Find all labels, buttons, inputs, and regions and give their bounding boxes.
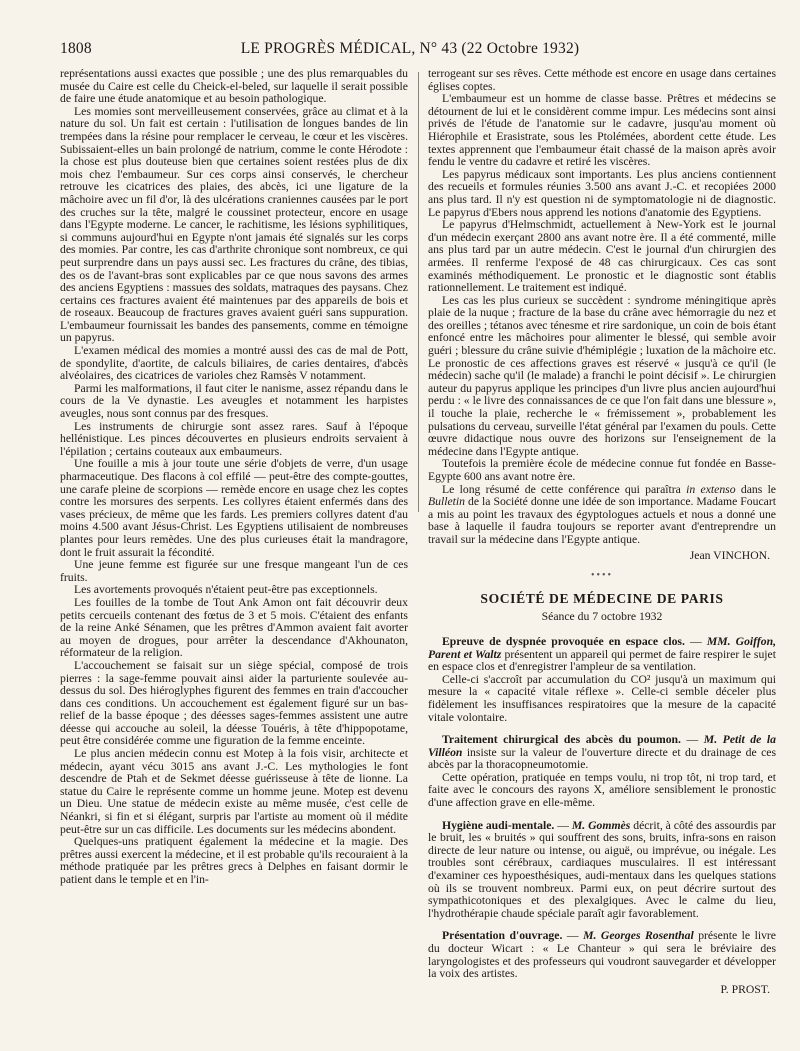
- section-authors: M. Petit de la Villéon: [428, 733, 776, 759]
- dash: —: [684, 634, 707, 648]
- paragraph: Quelques-uns pratiquent également la médecine et la magie. Des prêtres aussi exercent la médecine, et il est probable qu'ils recouraient à la méthode pratiquée par les prêtres grecs à Delphes en faisant dormir le patient dans le temple et en l'in-: [60, 835, 408, 886]
- report-section: [428, 636, 776, 674]
- summary-text: Le long résumé de cette conférence qui paraîtra: [442, 482, 687, 496]
- section-authors: MM. Goiffon, Parent et Waltz: [428, 634, 776, 661]
- dash: —: [680, 733, 704, 747]
- section-heading: Traitement chirurgical des abcès du poumon.: [442, 733, 681, 747]
- paragraph: L'examen médical des momies a montré aussi des cas de mal de Pott, de spondylite, d'aortite, de calculs biliaires, de caries dentaires, d'abcès alvéolaires, des cicatrices de varioles chez Ramsès V notamment.: [60, 344, 408, 383]
- section-authors: M. Georges Rosenthal: [583, 929, 694, 943]
- section-text: présentent un appareil qui permet de faire respirer le sujet en espace clos et d'enregistrer l'ampleur de sa ventilation.: [428, 647, 776, 674]
- paragraph: Les papyrus médicaux sont importants. Les plus anciens contiennent des recueils et formules réunies 3.500 ans avant J.-C. et recopiées 2000 ans plus tard. Il n'y est question ni de symptomatologie ni de diagnostic. Le papyrus d'Ebers nous apprend les notions d'anatomie des Egyptiens.: [428, 167, 776, 219]
- report-section: [428, 820, 776, 921]
- paragraph: Une fouille a mis à jour toute une série d'objets de verre, d'un usage pharmaceutique. Des flacons à col effilé — peut-être des compte-gouttes, une carafe pleine de scorpions — remède encore en usage chez les coptes contre les morsures des serpents. Les collyres étaient enfermés dans des vases précieux, de même que les fards. Les premiers collyres datent d'au moins 4.500 avant Jésus-Christ. Les Egyptiens utilisaient de nombreuses plantes pour leurs remèdes. Une des plus curieuses était la mandragore, dont le fruit assurait la fécondité.: [60, 457, 408, 559]
- section-extra: Cette opération, pratiquée en temps voulu, ni trop tôt, ni trop tard, et faite avec le concours des rayons X, améliore sensiblement le pronostic d'une affection grave en elle-même.: [428, 770, 776, 810]
- summary-italic: in extenso: [686, 482, 736, 496]
- section-heading: Hygiène audi-mentale.: [442, 818, 555, 832]
- left-column: [60, 68, 408, 1041]
- paragraph: Une jeune femme est figurée sur une fresque mangeant l'un de ces fruits.: [60, 558, 408, 584]
- column-rule: [418, 72, 419, 512]
- section-authors: M. Gommès: [571, 818, 631, 832]
- paragraph: Les momies sont merveilleusement conservées, grâce au climat et à la nature du sol. Un fait est certain : l'utilisation de longues bandes de lin trempées dans la résine pour remplacer le cerveau, le cœur et les viscères. Subissaient-elles un bain prolongé de natrium, comme le conte Hérodote : la chose est plus douteuse bien que certaines soient restées plus de dix mois chez l'embaumeur. Sur ces corps ainsi conservés, le chercheur retrouve les cicatrices des plaies, des abcès, ici une ligature de la mâchoire avec un fil d'or, là des ulcérations craniennes causées par le port des cruches sur la tête, malgré le coussinet protecteur, encore en usage dans l'Egypte moderne. Le cancer, le rachitisme, les lésions syphilitiques, si communs aujourd'hui en Egypte n'ont jamais été signalés sur les corps des momies. Par contre, les cas d'arthrite chronique sont nombreux, ce qui peut surprendre dans un pays aussi sec. Les fractures du crâne, des tibias, des os de l'avant-bras sont explicables par ce que nous savons des armes des anciens Egyptiens : massues des soldats, matraques des paysans. Chez certains ces fractures avaient été maintenues par des appareils de bois et de roseaux. Beaucoup de fractures graves avaient guéri sans suppuration. L'embaumeur fournissait les bandes des pansements, comme en témoigne un papyrus.: [60, 104, 408, 345]
- paragraph: Le plus ancien médecin connu est Motep à la fois visir, architecte et médecin, ayant vécu 3015 ans avant J.-C. Les mythologies le font descendre de Ptah et de Sekmet déesse guérisseuse à tête de lionne. La statue du Caire le représente comme un homme jeune. Motep est devenu un Dieu. Une statue de médecin existe au même musée, c'est celle de Néankri, si fin et si élégant, surpris par l'artiste au moment où il médite peut-être sur un cas difficile. Les documents sur les médecins abondent.: [60, 747, 408, 836]
- summary-italic: Bulletin: [428, 495, 466, 509]
- section-heading: Présentation d'ouvrage.: [442, 929, 563, 943]
- author-signature: Jean VINCHON.: [689, 548, 770, 562]
- paragraph: Les cas les plus curieux se succèdent : syndrome méningitique après plaie de la nuque ; fracture de la base du crâne avec hémorragie du nez et des oreilles ; tétanos avec ténesme et rire sardonique, un coin de bois étant enfoncé entre les mâchoires pour alimenter le blessé, qui semble avoir guéri ; blessure du crâne suivie d'hémiplégie ; luxation de la mâchoire etc. Le pronostic de ces affections graves est réservé « jusqu'à ce qu'il (le médecin) sache qu'il (le malade) a franchi le point décisif ». Le chirurgien auteur du papyrus applique les principes d'un livre plus ancien aujourd'hui perdu : « le livre des connaissances de ce que l'on fait dans une blessure », il touche la plaie, recherche le « frémissement », probablement les pulsations du cerveau, surveille l'état général par l'examen du pouls. Cette œuvre didactique nous ouvre des horizons sur l'enseignement de la médecine dans l'Egypte antique.: [428, 293, 776, 458]
- paragraph: représentations aussi exactes que possible ; une des plus remarquables du musée du Caire est celle du Cheick-el-beled, sur laquelle il serait possible de faire une étude anatomique et au besoin pathologique.: [60, 68, 408, 106]
- section-text: décrit, à côté des assourdis par le bruit, les « bruités » qui souffrent des sons, bruits, infra-sons en raison directe de leur nature ou intense, ou aiguë, ou imprévue, ou inégale. Les troubles sont cérébraux, cardiaques musculaires. Il est intéressant d'examiner ces hypoesthésiques, audi-mentaux dans les quelques stations où ils se trouvent nombreux. Parmi eux, on peut décrire surtout des sympathicotoniques et des plexalgiques. Avec le calme du lieu, l'hydrothérapie chaude spéciale paraît agir favorablement.: [428, 818, 776, 920]
- paragraph: Parmi les malformations, il faut citer le nanisme, assez répandu dans le cours de la Ve dynastie. Les aveugles et notamment les harpistes aveugles, nous sont connus par des fresques.: [60, 381, 408, 421]
- section-heading: Epreuve de dyspnée provoquée en espace clos.: [442, 634, 685, 648]
- summary-text: dans le: [735, 482, 776, 496]
- paragraph: Les fouilles de la tombe de Tout Ank Amon ont fait découvrir deux petits cercueils contenant des fœtus de 3 et 5 mois. C'étaient des enfants de la reine Anké Sénamen, que les prêtres d'Ammon avaient fait avorter au moyen de drogues, pour arrêter la descendance d'Akhounaton, réformateur de la religion.: [60, 595, 408, 660]
- report-section: [428, 734, 776, 772]
- society-title: SOCIÉTÉ DE MÉDECINE DE PARIS: [480, 590, 724, 606]
- paragraph: L'accouchement se faisait sur un siège spécial, composé de trois pierres : la sage-femme pouvait ainsi aider la parturiente soulevée au-dessus du sol. Des hiéroglyphes figurent des femmes en train d'accoucher dans ces conditions. Un accouchement est également figuré sur un bas-relief de la basse époque ; des déesses sages-femmes assistent une autre déesse qui accouche au soleil, la déesse Touéris, à tête d'hippopotame, peut être considérée comme une figuration de la femme enceinte.: [60, 658, 408, 748]
- paragraph: L'embaumeur est un homme de classe basse. Prêtres et médecins se détournent de lui et le considèrent comme impur. Les médecins sont ainsi privés de l'étude de l'anatomie sur le cadavre, jusqu'au moment où Hiérophile et Erasistrate, sous les Ptolémées, abordent cette étude. Les textes apprennent que l'embaumeur était chassé de la maison après avoir fendu le ventre du cadavre et retiré les viscères.: [428, 92, 776, 169]
- author-signature: P. PROST.: [720, 982, 770, 996]
- section-text: présente le livre du docteur Wicart : « Le Chanteur » qui sera le bréviaire des laryngologistes et des professeurs qui voudront sauvegarder et développer la voix des artistes.: [428, 929, 776, 981]
- conference-summary: [428, 484, 776, 547]
- section-text: insiste sur la valeur de l'ouverture directe et du drainage de ces abcès par la thoracopneumotomie.: [428, 745, 776, 772]
- section-extra: Celle-ci s'accroît par accumulation du CO² jusqu'à un maximum qui mesure la « capacité vitale réflexe ». Celle-ci semble déceler plus fidèlement les insuffisances respiratoires que la mesure de la capacité vitale volontaire.: [428, 672, 776, 724]
- paragraph: Les avortements provoqués n'étaient peut-être pas exceptionnels.: [74, 583, 378, 597]
- report-section: [428, 930, 776, 980]
- seance-date: Séance du 7 octobre 1932: [541, 610, 663, 624]
- dash: —: [554, 818, 572, 832]
- section-separator: ••••: [590, 570, 613, 582]
- page-number: 1808: [60, 40, 92, 57]
- right-column: [428, 68, 776, 1041]
- paragraph: Toutefois la première école de médecine connue fut fondée en Basse-Egypte 600 ans avant notre ère.: [428, 457, 776, 483]
- dash: —: [562, 929, 584, 943]
- paragraph: Le papyrus d'Helmschmidt, actuellement à New-York est le journal d'un médecin exerçant 2800 ans avant notre ère. Il a été commenté, mille ans plus tard par un autre médecin. C'est le journal d'un chirurgien des armées. Il renferme l'exposé de 48 cas chirurgicaux. Ces cas sont examinés méthodiquement. Le pronostic et le diagnostic sont établis rationnellement. Le traitement est indiqué.: [428, 218, 776, 295]
- paragraph: terrogeant sur ses rêves. Cette méthode est encore en usage dans certaines églises coptes.: [428, 68, 776, 93]
- paragraph: Les instruments de chirurgie sont assez rares. Sauf à l'époque hellénistique. Les pinces découvertes en plusieurs endroits servaient à l'épilation ; certains couteaux aux embaumeurs.: [60, 419, 408, 458]
- journal-title: LE PROGRÈS MÉDICAL, N° 43 (22 Octobre 1932): [240, 40, 580, 57]
- page-header: [60, 40, 760, 62]
- summary-text: de la Société donne une idée de son importance. Madame Foucart a mis au point les travaux des égyptologues actuels et nous a donné une base à laquelle il faudra toujours se reporter avant d'entreprendre un travail sur la médecine dans l'Egypte antique.: [428, 495, 776, 546]
